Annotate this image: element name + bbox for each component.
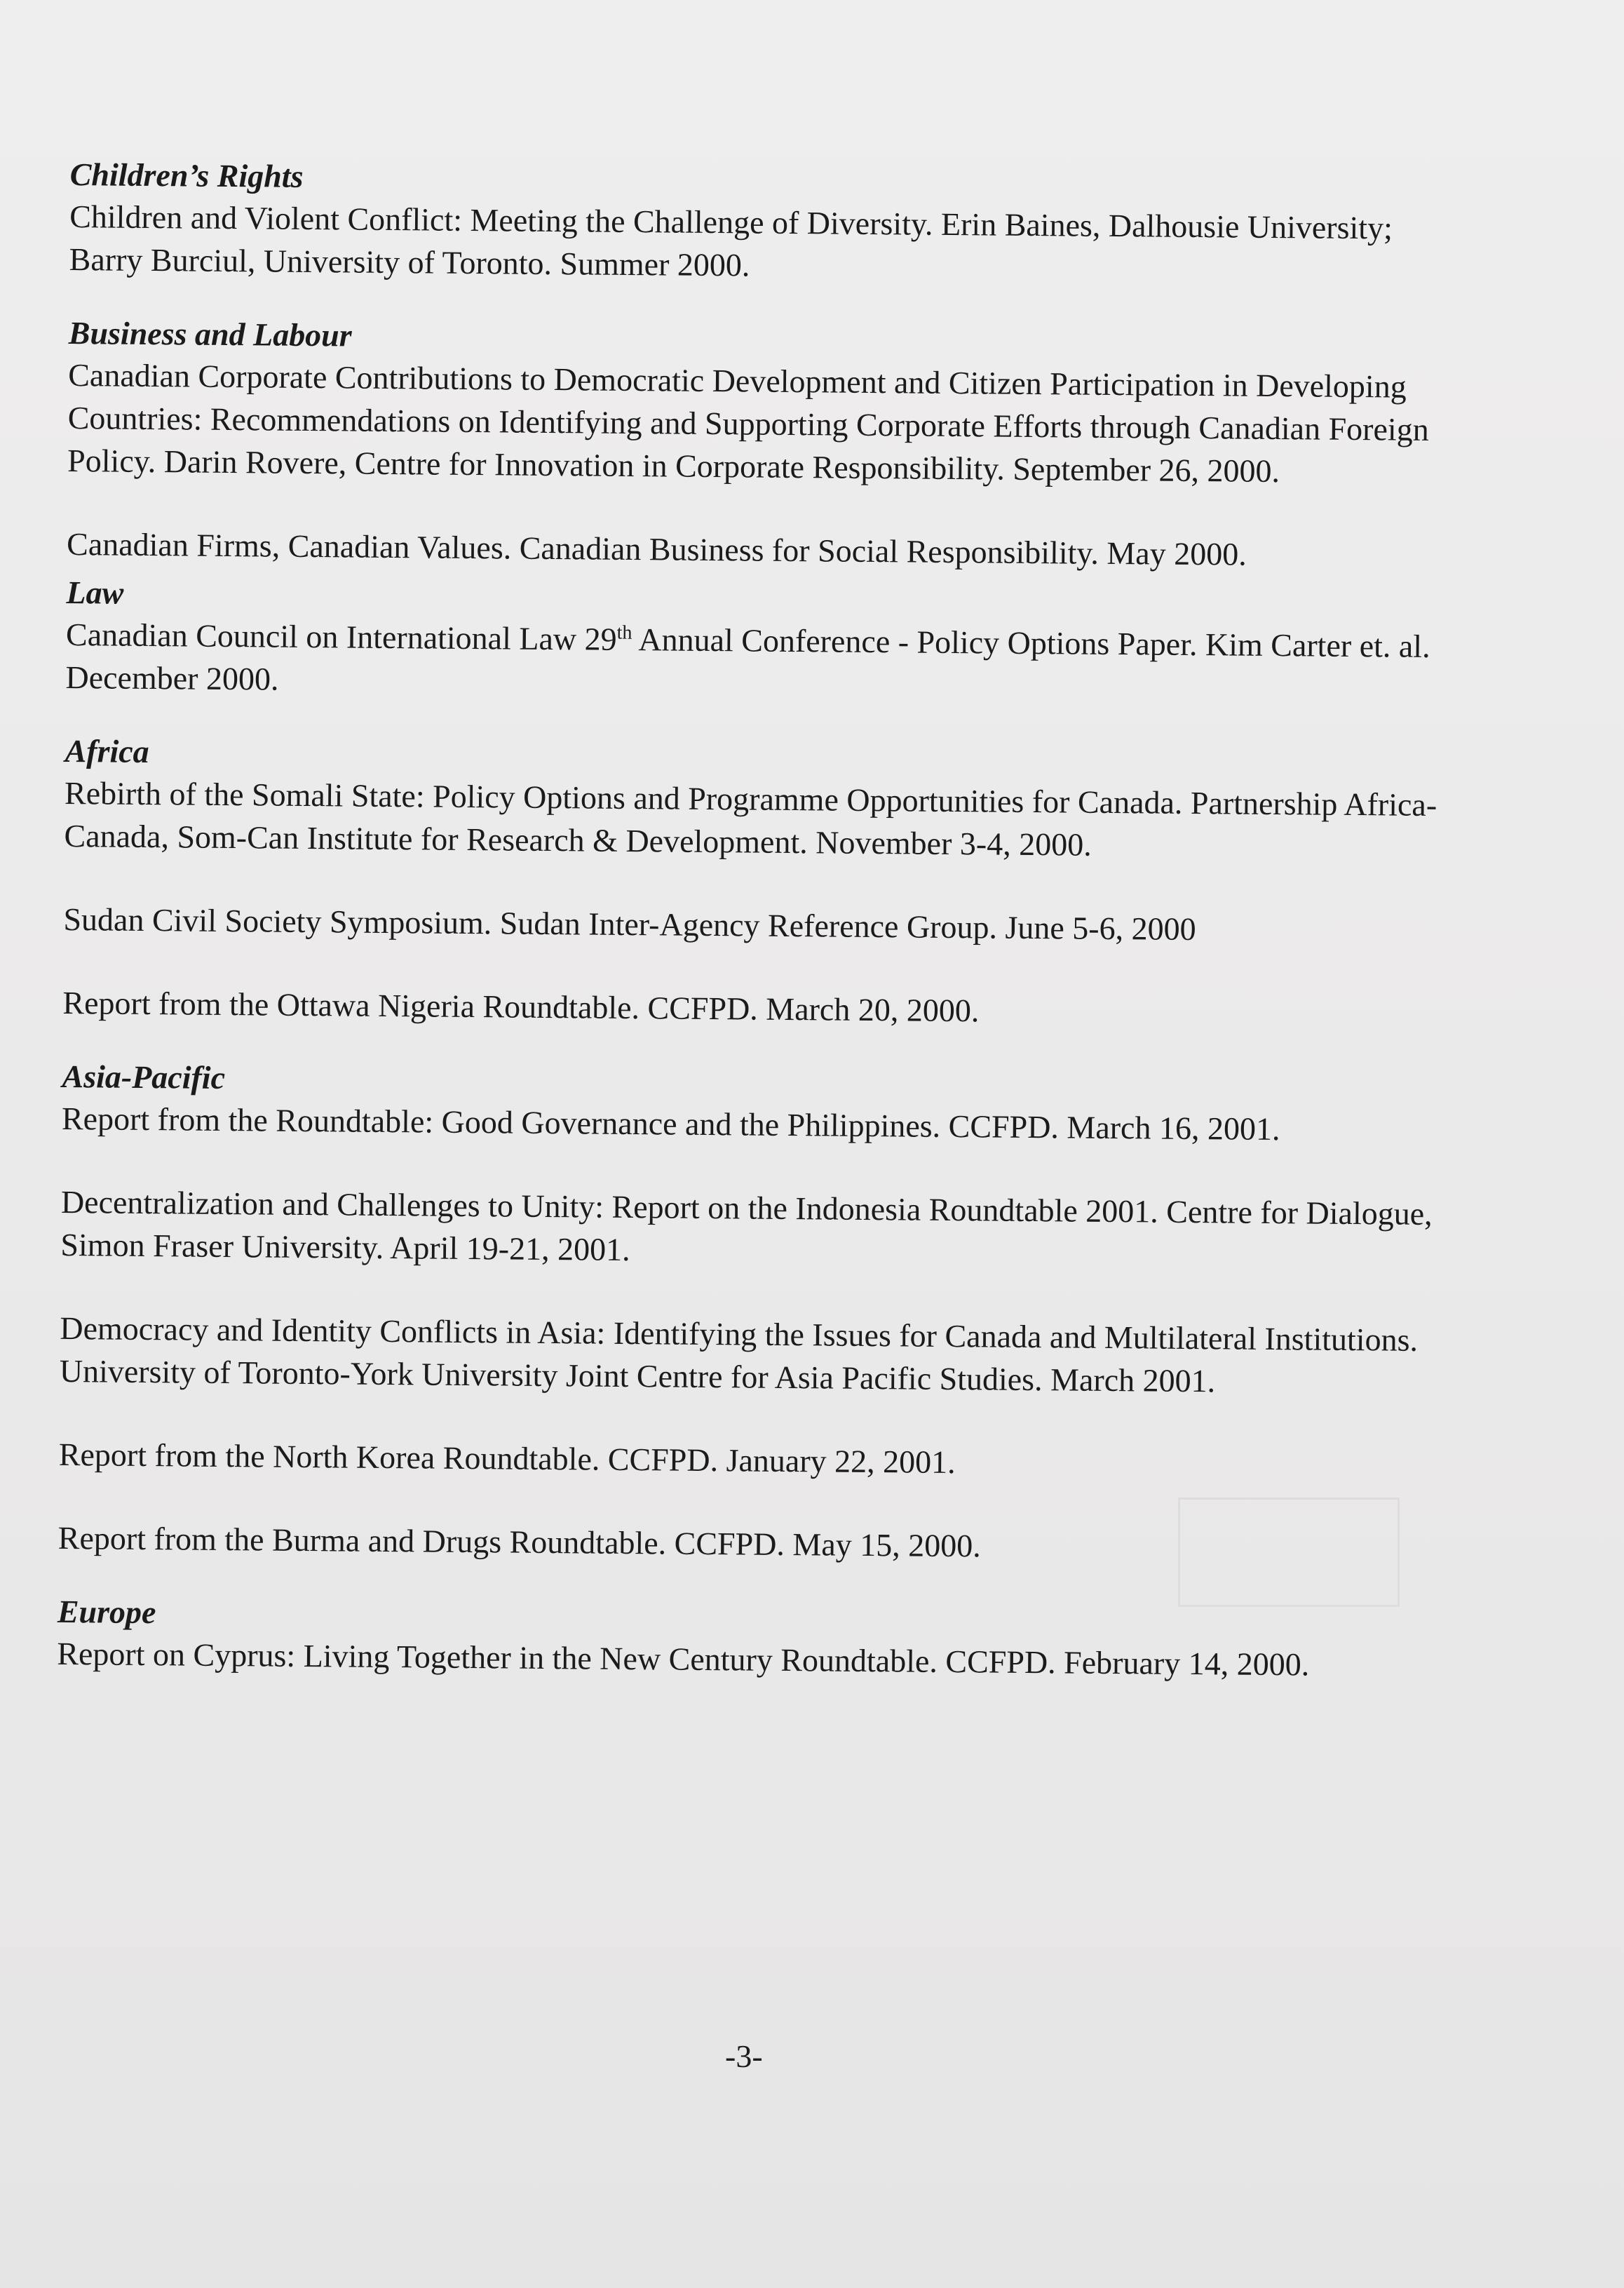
section-asia-pacific (58, 1056, 1451, 1571)
list-item: Decentralization and Challenges to Unity: Report on the Indonesia Roundtable 2001. Centre for Dialogue, Simon Fraser University. April 19-21, 2001. (60, 1183, 1433, 1268)
list-item: Sudan Civil Society Symposium. Sudan Inter-Agency Reference Group. June 5-6, 2000 (63, 901, 1196, 948)
list-item: Report on Cyprus: Living Together in the New Century Roundtable. CCFPD. February 14, 2000. (57, 1635, 1310, 1683)
section-heading: Law (66, 574, 124, 611)
section-business-and-labour (67, 313, 1457, 577)
section-africa (62, 731, 1454, 1036)
section-heading: Asia-Pacific (62, 1058, 226, 1096)
list-item: Democracy and Identity Conflicts in Asia: Identifying the Issues for Canada and Multilateral Institutions. University of Toronto-York University Joint Centre for Asia Pacific Studies. March 2001. (59, 1310, 1419, 1399)
list-item: Rebirth of the Somali State: Policy Options and Programme Opportunities for Canada. Partnership Africa-Canada, Som-Can Institute for Research & Development. November 3-4, 2000. (64, 774, 1437, 863)
section-europe (57, 1591, 1446, 1687)
list-item-text: Annual Conference - Policy Options Paper. Kim Carter et. al. December 2000. (65, 621, 1430, 697)
publication-list (57, 154, 1459, 1687)
list-item: Children and Violent Conflict: Meeting the Challenge of Diversity. Erin Baines, Dalhousie University; Barry Burciul, University of Toronto. Summer 2000. (69, 198, 1393, 283)
section-heading: Europe (57, 1593, 156, 1631)
section-heading: Business and Labour (68, 314, 352, 354)
list-item: Report from the Ottawa Nigeria Roundtable. CCFPD. March 20, 2000. (62, 984, 980, 1029)
section-heading: Children’s Rights (69, 156, 304, 194)
page-number: -3- (725, 2038, 763, 2074)
list-item-text: Canadian Council on International Law 29 (65, 616, 617, 657)
list-item: Report from the Roundtable: Good Governance and the Philippines. CCFPD. March 16, 2001. (61, 1100, 1280, 1148)
list-item: Report from the North Korea Roundtable. CCFPD. January 22, 2001. (58, 1436, 956, 1481)
list-item: Report from the Burma and Drugs Roundtable. CCFPD. May 15, 2000. (57, 1519, 981, 1564)
list-item: Canadian Firms, Canadian Values. Canadian Business for Social Responsibility. May 2000. (66, 525, 1247, 572)
ordinal-suffix: th (616, 621, 632, 644)
list-item: Canadian Corporate Contributions to Democratic Development and Citizen Participation in Developing Countries: Recommendations on Identifying and Supporting Corporate Efforts through Canadian Foreign Policy. Darin Rovere, Centre for Innovation in Corporate Responsibility. September 26, 2000. (67, 356, 1429, 490)
section-heading: Africa (65, 732, 149, 770)
section-childrens-rights (69, 154, 1458, 292)
list-item (65, 613, 1454, 711)
section-law (65, 572, 1454, 711)
